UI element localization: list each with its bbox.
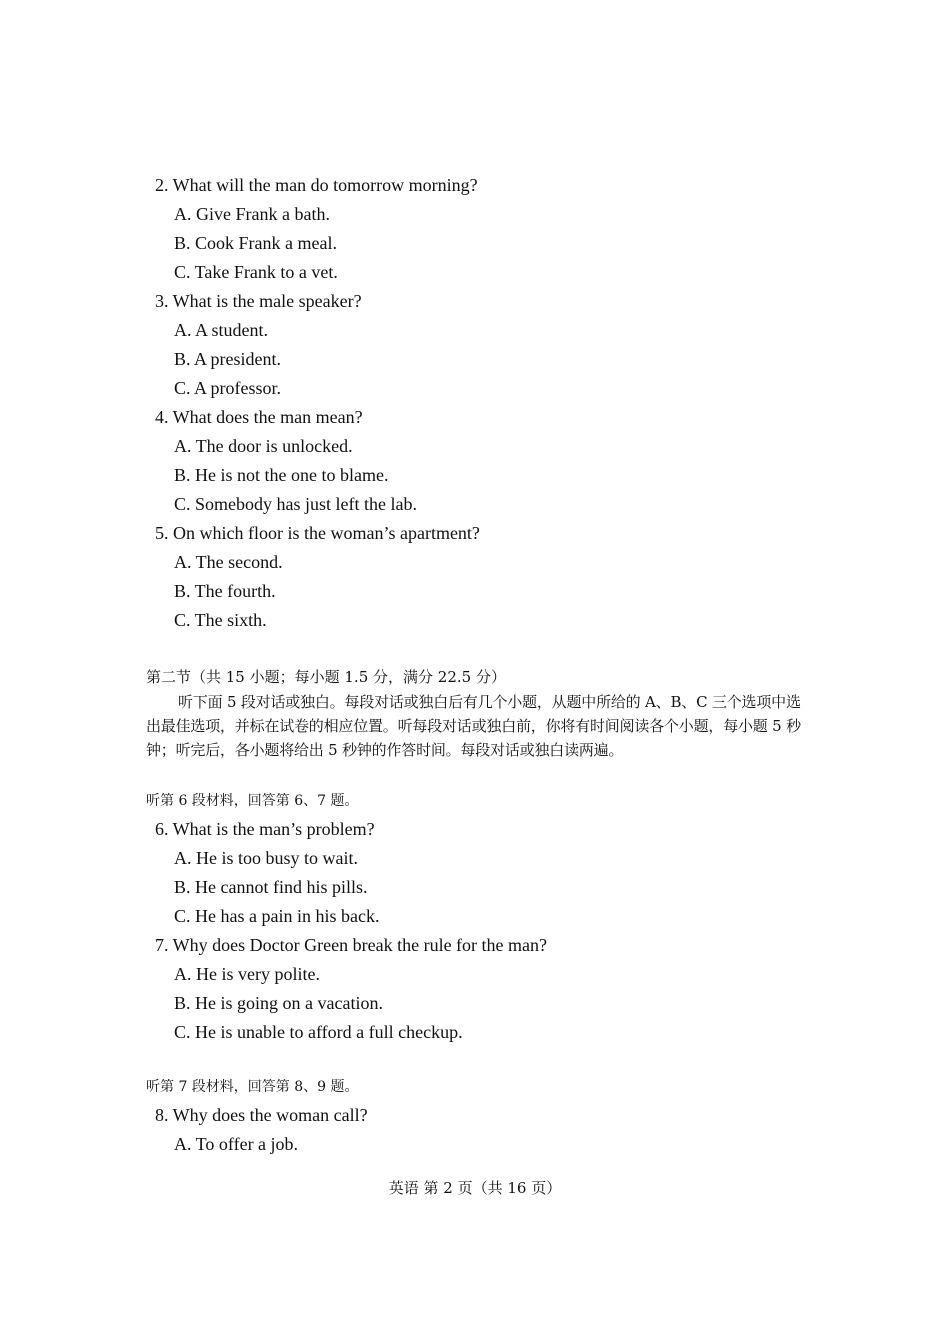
question-7-option-a: A. He is very polite. [174, 964, 320, 984]
question-6: 6. What is the man’s problem? [155, 819, 375, 839]
question-2-option-a: A. Give Frank a bath. [174, 204, 330, 224]
question-7-option-b: B. He is going on a vacation. [174, 993, 383, 1013]
question-2-option-b: B. Cook Frank a meal. [174, 233, 337, 253]
question-8-option-a: A. To offer a job. [174, 1134, 299, 1154]
question-6-option-c: C. He has a pain in his back. [174, 906, 380, 926]
question-5: 5. On which floor is the woman’s apartment? [155, 523, 480, 543]
question-4: 4. What does the man mean? [155, 407, 363, 427]
question-3-option-a: A. A student. [174, 320, 269, 340]
section-2-title: 第二节（共 15 小题；每小题 1.5 分，满分 22.5 分） [146, 668, 506, 686]
question-4-option-b: B. He is not the one to blame. [174, 465, 389, 485]
question-2-option-c: C. Take Frank to a vet. [174, 262, 338, 282]
question-6-option-a: A. He is too busy to wait. [174, 848, 358, 868]
question-6-option-b: B. He cannot find his pills. [174, 877, 368, 897]
passage-6-heading: 听第 6 段材料，回答第 6、7 题。 [146, 793, 359, 809]
question-3-option-b: B. A president. [174, 349, 281, 369]
question-5-option-a: A. The second. [174, 552, 283, 572]
question-2: 2. What will the man do tomorrow morning? [155, 175, 478, 195]
question-7-option-c: C. He is unable to afford a full checkup. [174, 1022, 463, 1042]
page-footer: 英语 第 2 页（共 16 页） [388, 1179, 562, 1197]
question-5-option-c: C. The sixth. [174, 610, 267, 630]
question-3: 3. What is the male speaker? [155, 291, 362, 311]
question-7: 7. Why does Doctor Green break the rule for the man? [155, 935, 548, 955]
section-2-instructions: 听下面 5 段对话或独白。每段对话或独白后有几个小题，从题中所给的 A、B、C 三个选项中选出最佳选项，并标在试卷的相应位置。听每段对话或独白前，你将有时间阅读各个小题，每小题 5 秒钟；听完后，各小题将给出 5 秒钟的作答时间。每段对话或独白读两遍。 [146, 693, 801, 759]
passage-7-heading: 听第 7 段材料，回答第 8、9 题。 [146, 1079, 359, 1095]
question-5-option-b: B. The fourth. [174, 581, 276, 601]
question-8: 8. Why does the woman call? [155, 1105, 368, 1125]
question-3-option-c: C. A professor. [174, 378, 282, 398]
question-4-option-c: C. Somebody has just left the lab. [174, 494, 417, 514]
question-4-option-a: A. The door is unlocked. [174, 436, 353, 456]
